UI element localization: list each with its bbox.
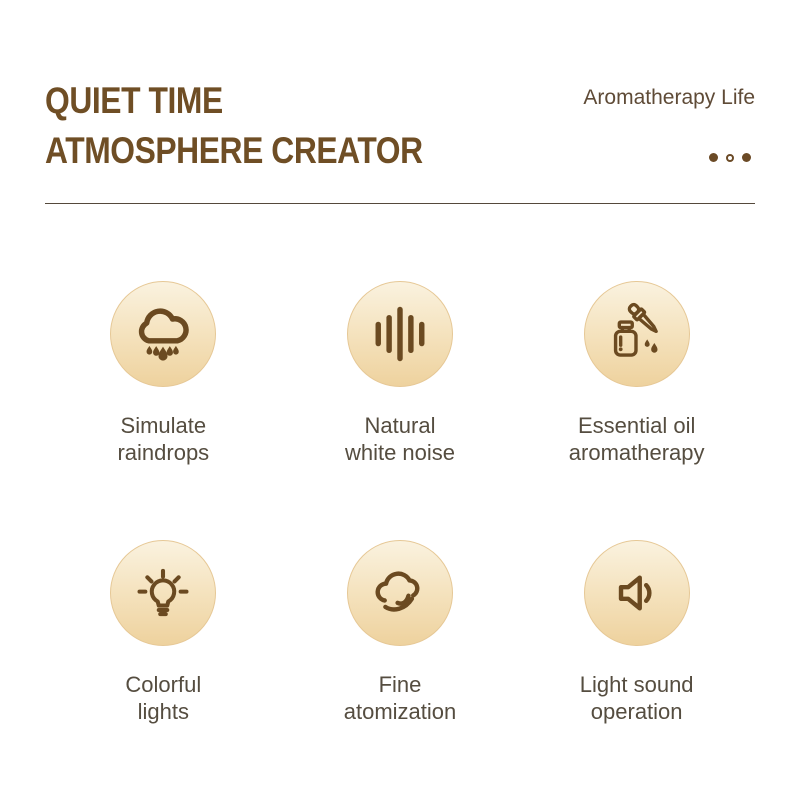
sound-wave-icon <box>366 300 434 368</box>
feature-label-line1: Essential oil <box>577 413 696 438</box>
feature-fine-atomization <box>282 540 519 725</box>
feature-label-line2: raindrops <box>117 440 210 465</box>
pagination-dots <box>709 153 751 162</box>
dot-hollow-icon <box>726 154 734 162</box>
feature-label-line1: Natural <box>364 413 436 438</box>
feature-label-line1: Colorful <box>125 672 202 697</box>
feature-label-line2: operation <box>590 699 683 724</box>
feature-label <box>125 671 201 725</box>
feature-circle <box>347 540 453 646</box>
feature-label-line2: lights <box>137 699 189 724</box>
feature-circle <box>110 540 216 646</box>
feature-label-line1: Simulate <box>120 413 207 438</box>
title-line-1: QUIET TIME <box>45 80 223 121</box>
feature-label-line2: atomization <box>343 699 457 724</box>
feature-circle <box>584 540 690 646</box>
feature-label-line2: white noise <box>344 440 456 465</box>
divider-line <box>45 203 755 204</box>
light-bulb-icon <box>129 559 197 627</box>
feature-simulate-raindrops <box>45 281 282 466</box>
feature-label <box>345 412 455 466</box>
feature-natural-white-noise <box>282 281 519 466</box>
dropper-bottle-icon <box>603 300 671 368</box>
feature-circle <box>584 281 690 387</box>
feature-light-sound-operation <box>518 540 755 725</box>
speaker-icon <box>603 559 671 627</box>
feature-colorful-lights <box>45 540 282 725</box>
feature-circle <box>110 281 216 387</box>
feature-label <box>569 412 705 466</box>
feature-label-line1: Fine <box>378 672 422 697</box>
page-title <box>45 76 484 176</box>
feature-label-line1: Light sound <box>579 672 694 697</box>
subtitle: Aromatherapy Life <box>583 86 755 109</box>
title-line-2: ATMOSPHERE CREATOR <box>45 130 423 171</box>
feature-label <box>580 671 694 725</box>
feature-label <box>117 412 209 466</box>
dot-filled-icon <box>709 153 718 162</box>
feature-essential-oil-aromatherapy <box>518 281 755 466</box>
feature-grid <box>45 281 755 725</box>
dot-filled-icon <box>742 153 751 162</box>
mist-cloud-icon <box>366 559 434 627</box>
feature-circle <box>347 281 453 387</box>
header <box>45 76 755 176</box>
feature-label <box>344 671 457 725</box>
header-right <box>583 76 755 162</box>
rain-cloud-icon <box>129 300 197 368</box>
feature-label-line2: aromatherapy <box>568 440 705 465</box>
